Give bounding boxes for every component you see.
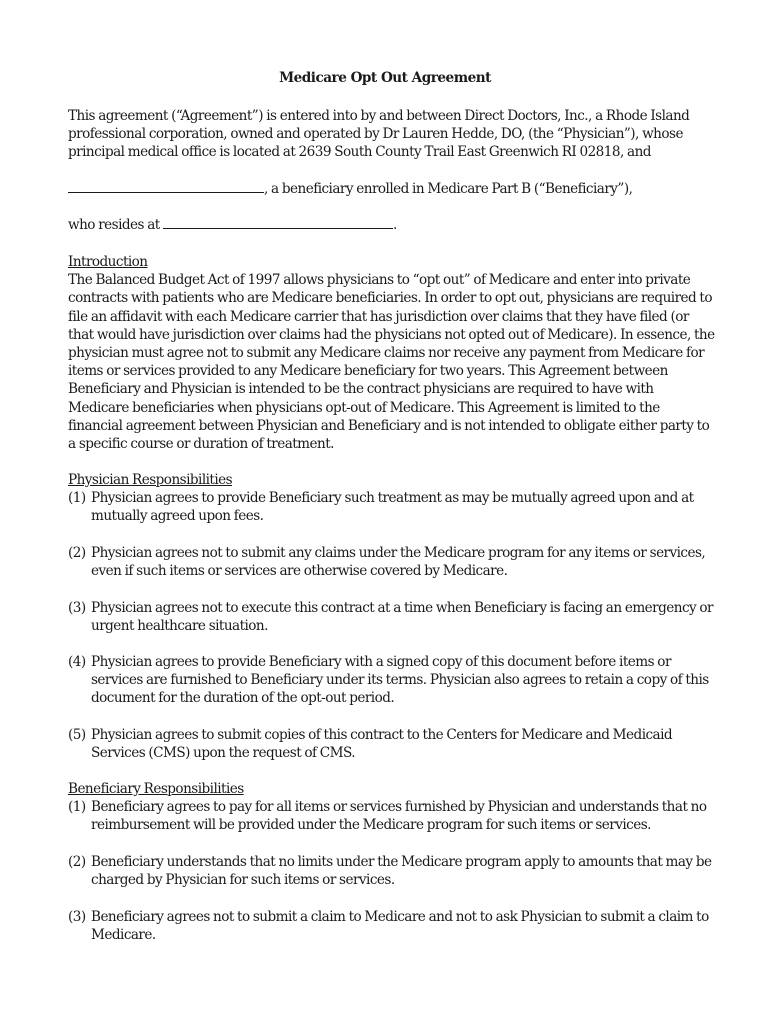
physician-item bbox=[68, 489, 716, 525]
item-text: Beneficiary agrees to pay for all items or services furnished by Physician and understands that no reimbursement will be provided under the Medicare program for such items or services. bbox=[91, 799, 707, 834]
item-number: (3) bbox=[68, 600, 86, 616]
address-blank[interactable] bbox=[163, 216, 393, 229]
item-text: Physician agrees not to execute this contract at a time when Beneficiary is facing an emergency or urgent healthcare situation. bbox=[91, 600, 714, 635]
resides-line bbox=[68, 216, 716, 234]
item-text: Physician agrees not to submit any claims under the Medicare program for any items or services, even if such items or services are otherwise covered by Medicare. bbox=[91, 545, 706, 580]
beneficiary-item bbox=[68, 853, 716, 889]
beneficiary-line-text: , a beneficiary enrolled in Medicare Part B (“Beneficiary”), bbox=[264, 181, 633, 197]
introduction-section bbox=[68, 253, 716, 453]
item-text: Physician agrees to provide Beneficiary such treatment as may be mutually agreed upon and at mutually agreed upon fees. bbox=[91, 490, 694, 525]
beneficiary-item bbox=[68, 908, 716, 944]
document-title: Medicare Opt Out Agreement bbox=[279, 70, 491, 86]
resides-end: . bbox=[392, 217, 397, 233]
introduction-body: The Balanced Budget Act of 1997 allows physicians to “opt out” of Medicare and enter into private contracts with patients who are Medicare beneficiaries. In order to opt out, physicians are required to file an affidavit with each Medicare carrier that has jurisdiction over claims that they have filed (or that would have jurisdiction over claims had the physicians not opted out of Medicare). In essence, the physician must agree not to submit any Medicare claims nor receive any payment from Medicare for items or services provided to any Medicare beneficiary for two years. This Agreement between Beneficiary and Physician is intended to be the contract physicians are required to have with Medicare beneficiaries when physicians opt-out of Medicare. This Agreement is limited to the financial agreement between Physician and Beneficiary and is not intended to obligate either party to a specific course or duration of treatment. bbox=[68, 272, 715, 453]
introduction-heading: Introduction bbox=[68, 254, 148, 270]
physician-item bbox=[68, 599, 716, 635]
item-text: Physician agrees to submit copies of this contract to the Centers for Medicare and Medicaid Services (CMS) upon the request of CMS. bbox=[91, 727, 673, 762]
beneficiary-responsibilities-heading: Beneficiary Responsibilities bbox=[68, 781, 244, 797]
resides-label: who resides at bbox=[68, 217, 160, 233]
item-number: (2) bbox=[68, 545, 86, 561]
item-number: (1) bbox=[68, 490, 86, 506]
physician-responsibilities-heading: Physician Responsibilities bbox=[68, 472, 233, 488]
item-number: (1) bbox=[68, 799, 86, 815]
item-text: Beneficiary agrees not to submit a claim to Medicare and not to ask Physician to submit a claim to Medicare. bbox=[91, 909, 709, 944]
item-number: (3) bbox=[68, 909, 86, 925]
beneficiary-line bbox=[68, 180, 716, 198]
intro-paragraph: This agreement (“Agreement”) is entered into by and between Direct Doctors, Inc., a Rhode Island professional corporation, owned and operated by Dr Lauren Hedde, DO, (the “Physician”), whose principal medical office is located at 2639 South County Trail East Greenwich RI 02818, and bbox=[68, 108, 690, 161]
physician-item bbox=[68, 653, 716, 708]
item-text: Beneficiary understands that no limits under the Medicare program apply to amounts that may be charged by Physician for such items or services. bbox=[91, 854, 712, 889]
item-number: (5) bbox=[68, 727, 86, 743]
item-text: Physician agrees to provide Beneficiary with a signed copy of this document before items or services are furnished to Beneficiary under its terms. Physician also agrees to retain a copy of this document for the duration of the opt-out period. bbox=[91, 654, 709, 707]
beneficiary-item bbox=[68, 798, 716, 834]
beneficiary-name-blank[interactable] bbox=[68, 180, 264, 193]
physician-item bbox=[68, 544, 716, 580]
item-number: (4) bbox=[68, 654, 86, 670]
item-number: (2) bbox=[68, 854, 86, 870]
physician-item bbox=[68, 726, 716, 762]
